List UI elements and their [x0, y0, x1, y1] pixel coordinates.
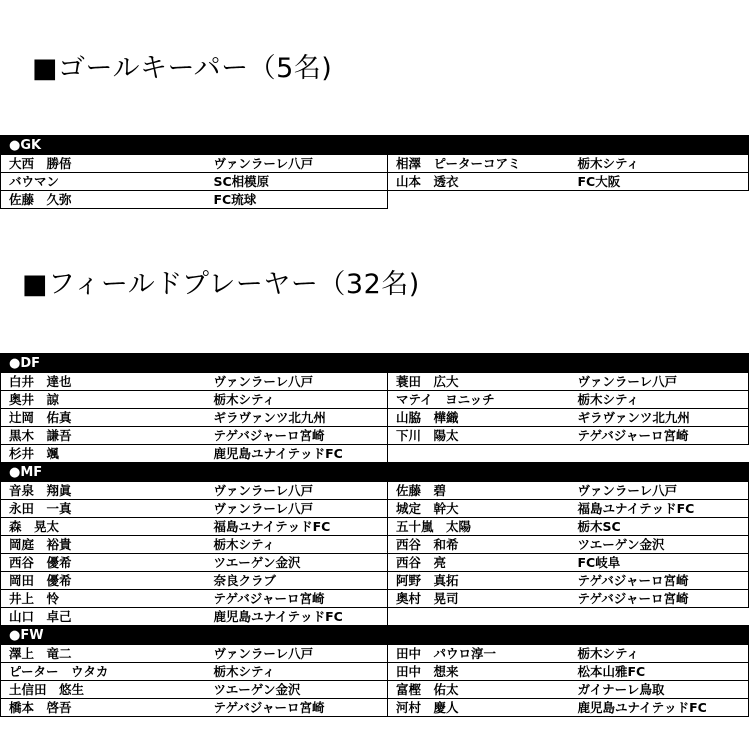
player-name: 西谷 優希 — [1, 554, 206, 572]
player-name: バウマン — [1, 173, 206, 191]
club-name: 鹿児島ユナイテッドFC — [570, 699, 749, 717]
player-name: 奥村 晃司 — [388, 590, 570, 608]
player-name: 土信田 悠生 — [1, 681, 206, 699]
player-name: 下川 陽太 — [388, 427, 570, 445]
player-name: 西谷 和希 — [388, 536, 570, 554]
mf-header-fill — [206, 463, 388, 482]
df-position-header: ●DF — [1, 354, 206, 373]
empty-cell — [570, 191, 749, 209]
player-name: 相澤 ピーターコアミ — [388, 155, 570, 173]
fw-header-fill — [570, 626, 749, 645]
club-name: 栃木シティ — [206, 663, 388, 681]
player-name: 永田 一真 — [1, 500, 206, 518]
player-name: 蓑田 広大 — [388, 373, 570, 391]
club-name: 栃木シティ — [570, 645, 749, 663]
mf-row — [1, 518, 749, 536]
player-name: 佐藤 久弥 — [1, 191, 206, 209]
club-name: テゲバジャーロ宮崎 — [570, 427, 749, 445]
player-name: 山脇 樺織 — [388, 409, 570, 427]
club-name: 鹿児島ユナイテッドFC — [206, 445, 388, 463]
club-name: テゲバジャーロ宮崎 — [206, 699, 388, 717]
df-row — [1, 427, 749, 445]
club-name: 栃木シティ — [206, 536, 388, 554]
player-name: 阿野 真拓 — [388, 572, 570, 590]
player-name: 岡田 優希 — [1, 572, 206, 590]
club-name: SC相模原 — [206, 173, 388, 191]
player-name: ピーター ウタカ — [1, 663, 206, 681]
gk-position-header: ●GK — [1, 136, 388, 155]
player-name: 白井 達也 — [1, 373, 206, 391]
gk-row — [1, 155, 749, 173]
field-player-table — [0, 353, 749, 717]
empty-cell — [570, 608, 749, 626]
player-name: マテイ ヨニッチ — [388, 391, 570, 409]
club-name: ヴァンラーレ八戸 — [206, 373, 388, 391]
mf-header-row — [1, 463, 749, 482]
club-name: ヴァンラーレ八戸 — [206, 155, 388, 173]
club-name: ツエーゲン金沢 — [206, 681, 388, 699]
club-name: ガイナーレ鳥取 — [570, 681, 749, 699]
club-name: テゲバジャーロ宮崎 — [570, 572, 749, 590]
fw-row — [1, 663, 749, 681]
player-name: 黒木 謙吾 — [1, 427, 206, 445]
player-name: 奥井 諒 — [1, 391, 206, 409]
player-name: 森 晃太 — [1, 518, 206, 536]
player-name: 田中 想来 — [388, 663, 570, 681]
player-name: 岡庭 裕貴 — [1, 536, 206, 554]
empty-cell — [388, 445, 570, 463]
club-name: ギラヴァンツ北九州 — [206, 409, 388, 427]
club-name: ヴァンラーレ八戸 — [206, 482, 388, 500]
player-name: 田中 パウロ淳一 — [388, 645, 570, 663]
mf-row — [1, 500, 749, 518]
mf-header-fill — [570, 463, 749, 482]
empty-cell — [388, 191, 570, 209]
fw-position-header: ●FW — [1, 626, 206, 645]
player-name: 大西 勝俉 — [1, 155, 206, 173]
df-row — [1, 409, 749, 427]
gk-row — [1, 191, 749, 209]
player-name: 杉井 颯 — [1, 445, 206, 463]
fw-header-fill — [206, 626, 388, 645]
club-name: ヴァンラーレ八戸 — [570, 482, 749, 500]
mf-position-header: ●MF — [1, 463, 206, 482]
player-name: 城定 幹大 — [388, 500, 570, 518]
club-name: FC琉球 — [206, 191, 388, 209]
gk-header-row — [1, 136, 749, 155]
club-name: ツエーゲン金沢 — [206, 554, 388, 572]
club-name: FC岐阜 — [570, 554, 749, 572]
club-name: テゲバジャーロ宮崎 — [206, 590, 388, 608]
empty-cell — [388, 608, 570, 626]
club-name: 松本山雅FC — [570, 663, 749, 681]
player-name: 佐藤 碧 — [388, 482, 570, 500]
df-header-fill — [388, 354, 570, 373]
mf-row — [1, 590, 749, 608]
mf-row — [1, 536, 749, 554]
club-name: ツエーゲン金沢 — [570, 536, 749, 554]
df-header-fill — [570, 354, 749, 373]
fw-header-row — [1, 626, 749, 645]
fw-row — [1, 699, 749, 717]
mf-row — [1, 482, 749, 500]
df-header-fill — [206, 354, 388, 373]
mf-row — [1, 572, 749, 590]
club-name: 栃木シティ — [206, 391, 388, 409]
club-name: 福島ユナイテッドFC — [206, 518, 388, 536]
mf-row — [1, 608, 749, 626]
player-name: 澤上 竜二 — [1, 645, 206, 663]
player-name: 山本 透衣 — [388, 173, 570, 191]
club-name: テゲバジャーロ宮崎 — [570, 590, 749, 608]
club-name: FC大阪 — [570, 173, 749, 191]
fw-row — [1, 645, 749, 663]
club-name: 栃木シティ — [570, 391, 749, 409]
club-name: テゲバジャーロ宮崎 — [206, 427, 388, 445]
df-row — [1, 391, 749, 409]
club-name: 福島ユナイテッドFC — [570, 500, 749, 518]
player-name: 河村 慶人 — [388, 699, 570, 717]
club-name: 鹿児島ユナイテッドFC — [206, 608, 388, 626]
club-name: 奈良クラブ — [206, 572, 388, 590]
fw-row — [1, 681, 749, 699]
mf-row — [1, 554, 749, 572]
player-name: 五十嵐 太陽 — [388, 518, 570, 536]
player-name: 辻岡 佑真 — [1, 409, 206, 427]
player-name: 富樫 佑太 — [388, 681, 570, 699]
df-row — [1, 445, 749, 463]
player-name: 山口 卓己 — [1, 608, 206, 626]
player-name: 西谷 亮 — [388, 554, 570, 572]
mf-header-fill — [388, 463, 570, 482]
goalkeeper-table — [0, 135, 749, 209]
player-name: 井上 怜 — [1, 590, 206, 608]
gk-header-fill — [388, 136, 749, 155]
df-row — [1, 373, 749, 391]
goalkeeper-section-title: ■ゴールキーパー（5名) — [32, 53, 333, 84]
club-name: 栃木シティ — [570, 155, 749, 173]
club-name: 栃木SC — [570, 518, 749, 536]
empty-cell — [570, 445, 749, 463]
fw-header-fill — [388, 626, 570, 645]
club-name: ギラヴァンツ北九州 — [570, 409, 749, 427]
player-name: 音泉 翔眞 — [1, 482, 206, 500]
field-player-section-title: ■フィールドプレーヤー（32名) — [22, 269, 420, 300]
club-name: ヴァンラーレ八戸 — [206, 500, 388, 518]
club-name: ヴァンラーレ八戸 — [206, 645, 388, 663]
df-header-row — [1, 354, 749, 373]
gk-row — [1, 173, 749, 191]
club-name: ヴァンラーレ八戸 — [570, 373, 749, 391]
player-name: 橋本 啓吾 — [1, 699, 206, 717]
